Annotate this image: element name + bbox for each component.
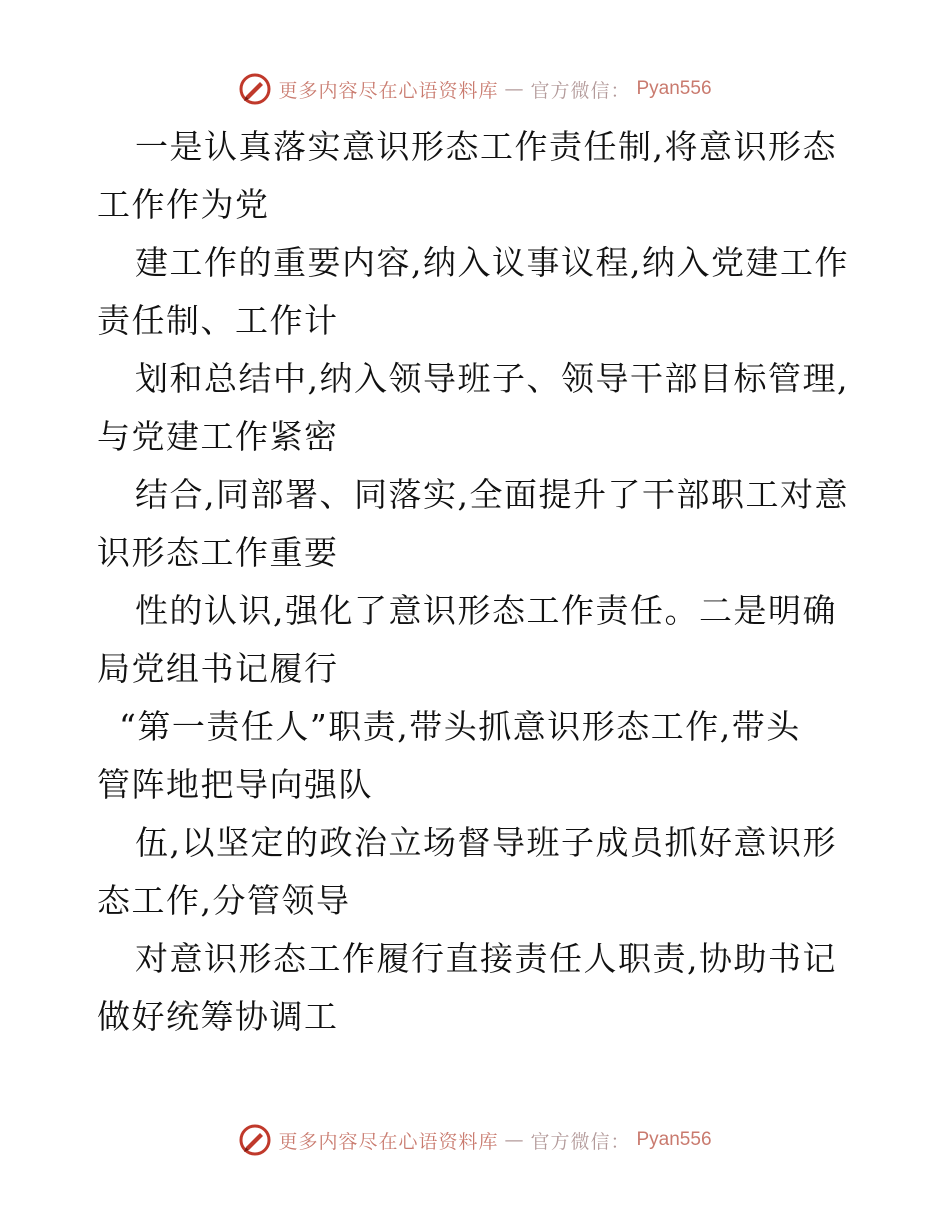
paragraph-line: 结合,同部署、同落实,全面提升了干部职工对意 xyxy=(135,475,849,514)
watermark-wechat-label: 官方微信： xyxy=(530,1130,631,1153)
footer-watermark xyxy=(0,1123,950,1157)
paragraph-line: 一是认真落实意识形态工作责任制,将意识形态 xyxy=(135,127,837,166)
paragraph-line: 对意识形态工作履行直接责任人职责,协助书记 xyxy=(135,939,837,978)
paragraph-line: 责任制、工作计 xyxy=(97,301,339,340)
paragraph-line: 建工作的重要内容,纳入议事议程,纳入党建工作 xyxy=(135,243,849,282)
paragraph-line: “第一责任人”职责,带头抓意识形态工作,带头 xyxy=(119,707,801,746)
watermark-text: 更多内容尽在心语资料库 xyxy=(278,1130,499,1153)
watermark-text: 更多内容尽在心语资料库 xyxy=(278,79,499,102)
watermark-wechat-label: 官方微信： xyxy=(530,79,631,102)
paragraph-line: 性的认识,强化了意识形态工作责任。二是明确 xyxy=(135,591,837,630)
pen-logo-icon xyxy=(238,1123,272,1157)
paragraph-line: 识形态工作重要 xyxy=(97,533,339,572)
paragraph-line: 管阵地把导向强队 xyxy=(97,765,373,804)
header-watermark xyxy=(0,72,950,106)
paragraph-line: 态工作,分管领导 xyxy=(97,881,351,920)
paragraph-line: 伍,以坚定的政治立场督导班子成员抓好意识形 xyxy=(135,823,837,862)
watermark-wechat-id: Pyan556 xyxy=(636,1129,712,1150)
watermark-dash: — xyxy=(504,1129,525,1151)
watermark-dash: — xyxy=(504,78,525,100)
watermark-wechat-id: Pyan556 xyxy=(636,78,712,99)
paragraph-line: 工作作为党 xyxy=(97,185,270,224)
paragraph-line: 局党组书记履行 xyxy=(97,649,339,688)
pen-logo-icon xyxy=(238,72,272,106)
paragraph-line: 做好统筹协调工 xyxy=(97,997,339,1036)
document-body xyxy=(97,118,857,1046)
paragraph-line: 划和总结中,纳入领导班子、领导干部目标管理, xyxy=(135,359,849,398)
paragraph-line: 与党建工作紧密 xyxy=(97,417,339,456)
